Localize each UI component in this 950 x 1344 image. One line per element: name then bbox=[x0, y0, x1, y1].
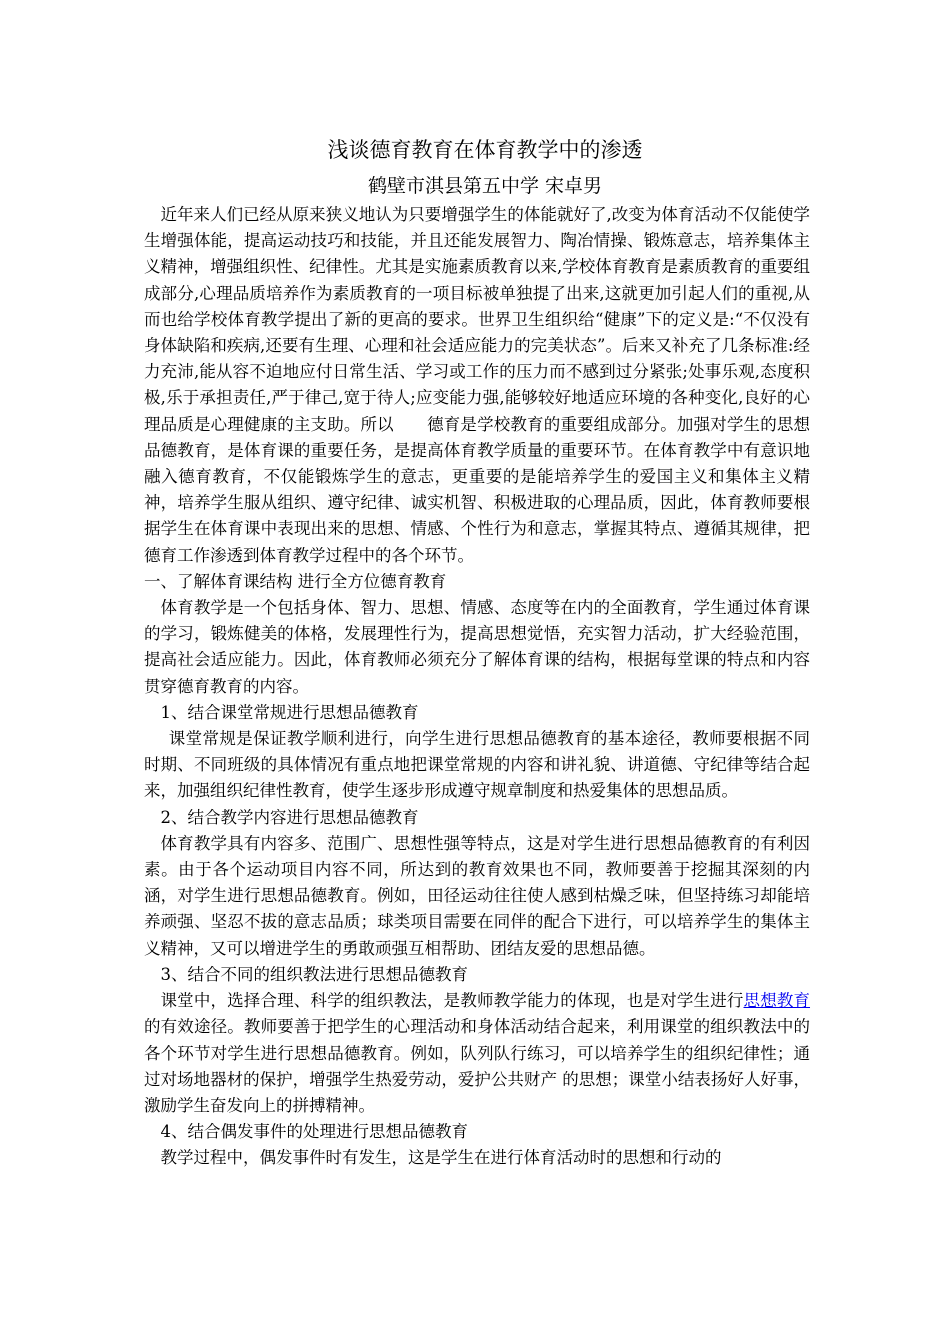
subsection-3-text-post: 的有效途径。教师要善于把学生的心理活动和身体活动结合起来，利用课堂的组织教法中的各个环节对学生进行思想品德教育。例如，队列队行练习，可以培养学生的组织纪律性；通过对场地器材的保护，增强学生热爱劳动，爱护公共财产 的思想；课堂小结表扬好人好事，激励学生奋发向上的拼搏精神。 bbox=[144, 1017, 810, 1115]
ideological-education-link[interactable]: 思想教育 bbox=[743, 991, 811, 1011]
subsection-4-paragraph: 教学过程中，偶发事件时有发生，这是学生在进行体育活动时的思想和行动的 bbox=[160, 1148, 722, 1168]
subsection-3-paragraph bbox=[144, 988, 810, 1119]
section-1-heading: 一、了解体育课结构 进行全方位德育教育 bbox=[144, 571, 447, 591]
subsection-2-paragraph: 体育教学具有内容多、范围广、思想性强等特点，这是对学生进行思想品德教育的有利因素。由于各个运动项目内容不同，所达到的教育效果也不同，教师要善于挖掘其深刻的内涵，对学生进行思想品德教育。例如，田径运动往往使人感到枯燥乏味，但坚持练习却能培养顽强、坚忍不拔的意志品质；球类项目需要在同伴的配合下进行，可以培养学生的集体主义精神，又可以增进学生的勇敢顽强互相帮助、团结友爱的思想品德。 bbox=[144, 833, 810, 958]
subsection-4-heading: 4、结合偶发事件的处理进行思想品德教育 bbox=[160, 1122, 468, 1142]
document-page bbox=[144, 130, 810, 1172]
subsection-3-heading: 3、结合不同的组织教法进行思想品德教育 bbox=[160, 964, 468, 984]
subsection-1-paragraph: 课堂常规是保证教学顺利进行，向学生进行思想品德教育的基本途径，教师要根据不同时期、不同班级的具体情况有重点地把课堂常规的内容和讲礼貌、讲道德、守纪律等结合起来，加强组织纪律性教育，使学生逐步形成遵守规章制度和热爱集体的思想品质。 bbox=[144, 729, 810, 801]
document-title: 浅谈德育教育在体育教学中的渗透 bbox=[327, 138, 643, 162]
subsection-2-heading: 2、结合教学内容进行思想品德教育 bbox=[160, 807, 419, 827]
section-1-paragraph: 体育教学是一个包括身体、智力、思想、情感、态度等在内的全面教育，学生通过体育课的学习，锻炼健美的体格，发展理性行为，提高思想觉悟，充实智力活动，扩大经验范围，提高社会适应能力。因此，体育教师必须充分了解体育课的结构，根据每堂课的特点和内容贯穿德育教育的内容。 bbox=[144, 598, 810, 696]
subsection-3-text-pre: 课堂中，选择合理、科学的组织教法，是教师教学能力的体现，也是对学生进行 bbox=[160, 991, 744, 1011]
subsection-1-heading: 1、结合课堂常规进行思想品德教育 bbox=[160, 702, 419, 722]
document-author: 鹤壁市淇县第五中学 宋卓男 bbox=[367, 175, 603, 197]
intro-paragraph: 近年来人们已经从原来狭义地认为只要增强学生的体能就好了,改变为体育活动不仅能使学生增强体能，提高运动技巧和技能，并且还能发展智力、陶冶情操、锻炼意志，培养集体主义精神，增强组织性、纪律性。尤其是实施素质教育以来,学校体育教育是素质教育的重要组成部分,心理品质培养作为素质教育的一项目标被单独提了出来,这就更加引起人们的重视,从而也给学校体育教学提出了新的更高的要求。世界卫生组织给“健康”下的定义是:“不仅没有身体缺陷和疾病,还要有生理、心理和社会适应能力的完美状态”。后来又补充了几条标准:经力充沛,能从容不迫地应付日常生活、学习或工作的压力而不感到过分紧张;处事乐观,态度积极,乐于承担责任,严于律己,宽于待人;应变能力强,能够较好地适应环境的各种变化,良好的心理品质是心理健康的主支助。所以 德育是学校教育的重要组成部分。加强对学生的思想品德教育，是体育课的重要任务，是提高体育教学质量的重要环节。在体育教学中有意识地融入德育教育，不仅能锻炼学生的意志，更重要的是能培养学生的爱国主义和集体主义精神，培养学生服从组织、遵守纪律、诚实机智、积极进取的心理品质，因此，体育教师要根据学生在体育课中表现出来的思想、情感、个性行为和意志，掌握其特点、遵循其规律，把德育工作渗透到体育教学过程中的各个环节。 bbox=[144, 205, 810, 565]
